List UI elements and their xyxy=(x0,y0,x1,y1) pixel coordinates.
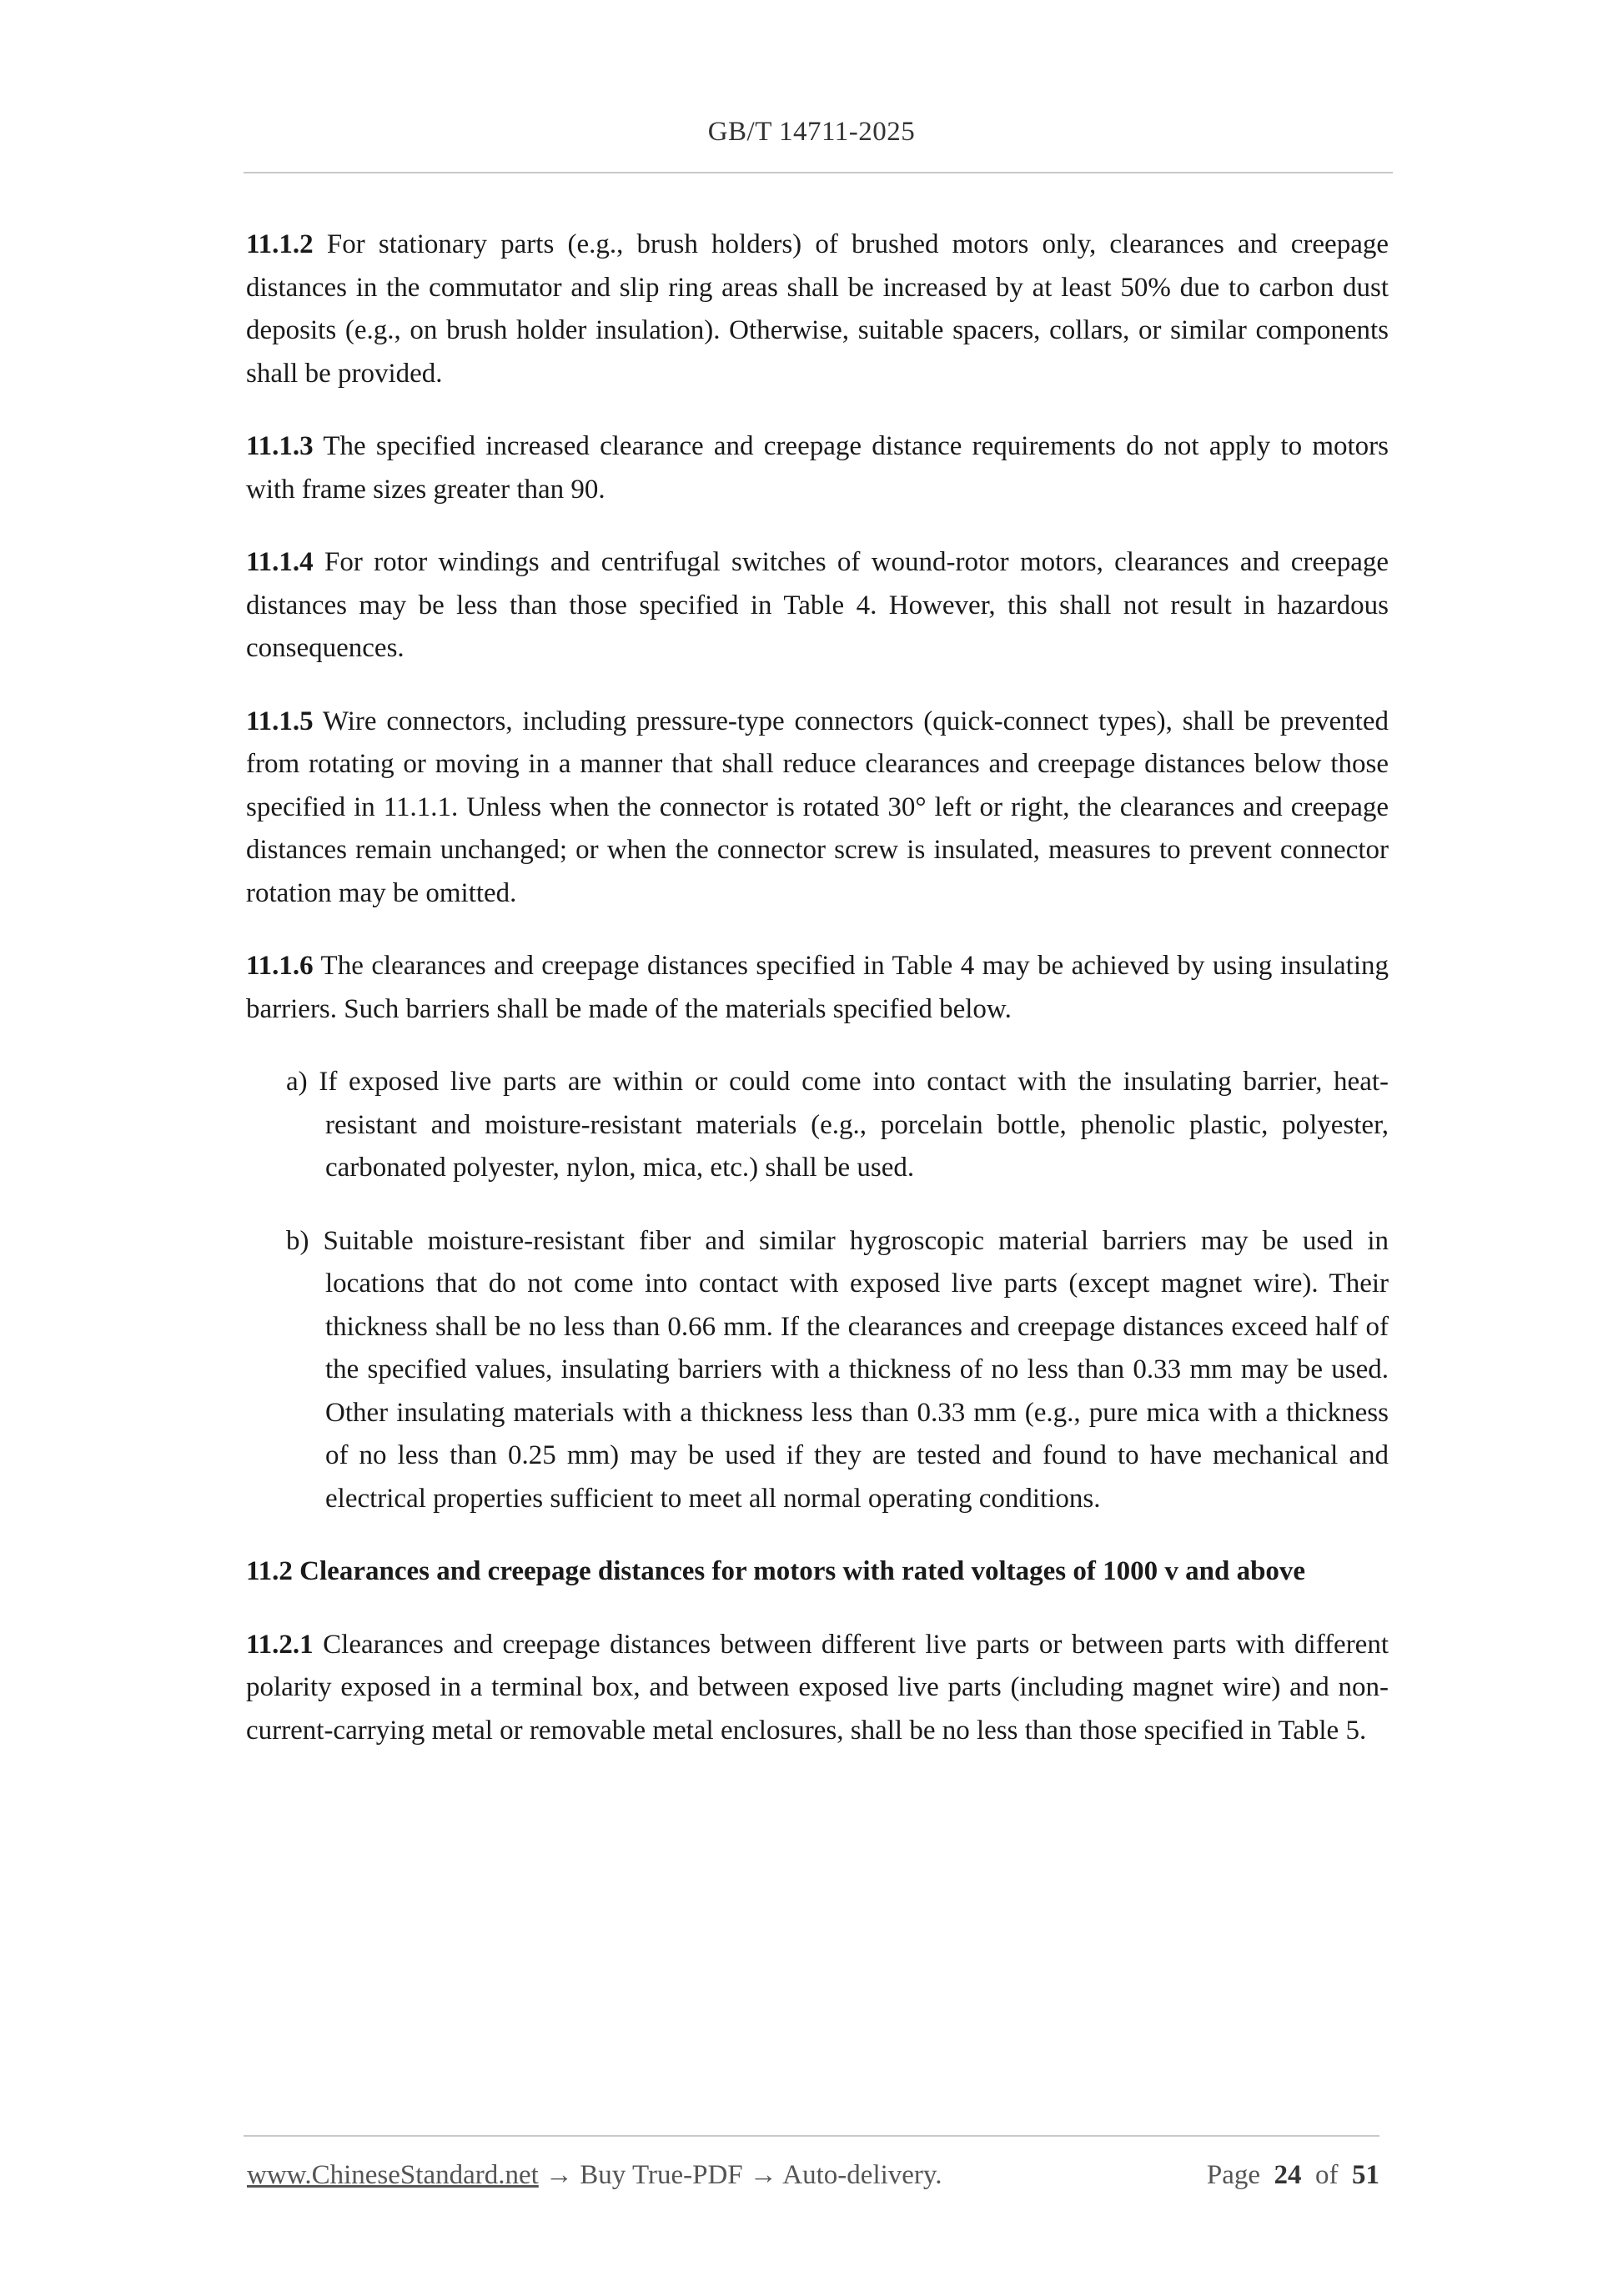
page-header-title: GB/T 14711-2025 xyxy=(707,117,916,147)
footer-promo xyxy=(247,2160,942,2191)
page-word: Page xyxy=(1206,2160,1260,2190)
clause-number: 11.1.5 xyxy=(246,706,314,736)
clause-number: 11.1.3 xyxy=(246,431,314,461)
footer-divider xyxy=(244,2135,1379,2137)
clause-number: 11.1.6 xyxy=(246,951,314,981)
clause-11-1-3 xyxy=(246,425,1389,511)
website-link[interactable]: www.ChineseStandard.net xyxy=(247,2160,539,2190)
clause-11-1-4 xyxy=(246,541,1389,671)
total-pages: 51 xyxy=(1352,2160,1379,2190)
clause-number: 11.1.2 xyxy=(246,229,314,259)
footer-promo-text: → Buy True-PDF → Auto-delivery. xyxy=(538,2160,942,2190)
clause-number: 11.2.1 xyxy=(246,1629,314,1660)
clause-11-2-1 xyxy=(246,1624,1389,1753)
clause-text: For rotor windings and centrifugal switches of wound-rotor motors, clearances and creepage distances may be less than those specified in Table 4. However, this shall not result in hazardous consequences. xyxy=(246,547,1389,663)
of-word: of xyxy=(1315,2160,1339,2190)
clause-text: Clearances and creepage distances between different live parts or between parts with different polarity exposed in a terminal box, and between exposed live parts (including magnet wire) and non-current-carrying metal or removable metal enclosures, shall be no less than those specified in Table 5. xyxy=(246,1629,1389,1746)
section-heading-11-2: 11.2 Clearances and creepage distances for motors with rated voltages of 1000 v and above xyxy=(246,1556,1306,1586)
clause-text: The specified increased clearance and creepage distance requirements do not apply to motors with frame sizes greater than 90. xyxy=(246,431,1389,505)
header-divider xyxy=(244,172,1393,173)
clause-11-1-5 xyxy=(246,701,1389,916)
current-page-number: 24 xyxy=(1274,2160,1302,2190)
page-indicator xyxy=(1207,2160,1379,2191)
list-item-b: b) Suitable moisture-resistant fiber and similar hygroscopic material barriers may be used in locations that do not come into contact with exposed live parts (except magnet wire). Their thickness shall be no less than 0.66 mm. If the clearances and creepage distances exceed half of the specified values, insulating barriers with a thickness of no less than 0.33 mm may be used. Other insulating materials with a thickness less than 0.33 mm (e.g., pure mica with a thickness of no less than 0.25 mm) may be used if they are tested and found to have mechanical and electrical properties sufficient to meet all normal operating conditions. xyxy=(286,1225,1389,1514)
list-item-a: a) If exposed live parts are within or could come into contact with the insulating barrier, heat-resistant and moisture-resistant materials (e.g., porcelain bottle, phenolic plastic, polyester, carbonated polyester, nylon, mica, etc.) shall be used. xyxy=(286,1067,1389,1183)
document-body xyxy=(246,224,1389,1782)
clause-text: Wire connectors, including pressure-type connectors (quick-connect types), shall be prevented from rotating or moving in a manner that shall reduce clearances and creepage distances below those specified in 11.1.1. Unless when the connector is rotated 30° left or right, the clearances and creepage distances remain unchanged; or when the connector screw is insulated, measures to prevent connector rotation may be omitted. xyxy=(246,706,1389,908)
clause-text: For stationary parts (e.g., brush holders) of brushed motors only, clearances and creepage distances in the commutator and slip ring areas shall be increased by at least 50% due to carbon dust deposits (e.g., on brush holder insulation). Otherwise, suitable spacers, collars, or similar components shall be provided. xyxy=(246,229,1389,389)
clause-text: The clearances and creepage distances specified in Table 4 may be achieved by using insulating barriers. Such barriers shall be made of the materials specified below. xyxy=(246,951,1389,1024)
clause-11-1-2 xyxy=(246,224,1389,395)
clause-11-1-6 xyxy=(246,945,1389,1031)
clause-number: 11.1.4 xyxy=(246,547,314,577)
